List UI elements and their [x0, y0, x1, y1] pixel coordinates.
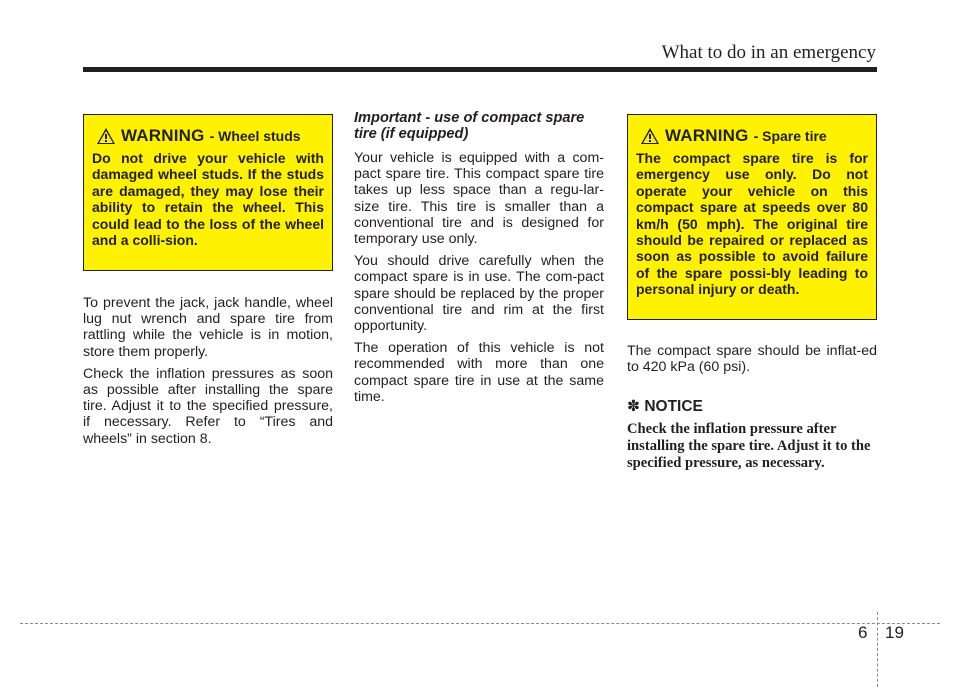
warning-box-spare-tire [627, 114, 877, 320]
warning-word: WARNING [121, 126, 205, 145]
warning-body: The compact spare tire is for emergency use only. Do not operate your vehicle on this compact spare at speeds over 80 km/h (50 mph). The original tire should be repaired or replaced as soon as possible to avoid failure of the spare possi-bly leading to personal injury or death. [636, 150, 868, 298]
warning-triangle-icon [96, 127, 116, 145]
paragraph: Check the inflation pressures as soon as possible after installing the spare tire. Adjust it to the specified pressure, if necessary. Refer to “Tires and wheels” in section 8. [83, 365, 333, 447]
paragraph: To prevent the jack, jack handle, wheel lug nut wrench and spare tire from rattling while the vehicle is in motion, store them properly. [83, 295, 333, 360]
page-number-separator [877, 612, 878, 687]
warning-triangle-icon [640, 127, 660, 145]
notice-label: NOTICE [644, 398, 703, 415]
page-number: 19 [885, 623, 904, 642]
warning-header [636, 126, 868, 146]
footer-rule [20, 623, 940, 624]
middle-body-text [354, 150, 604, 411]
warning-subtitle: - Spare tire [753, 128, 827, 144]
warning-header [92, 126, 324, 146]
notice-star-icon: ✽ [627, 398, 640, 415]
notice-body: Check the inflation pressure after installing the spare tire. Adjust it to the specified pressure, as necessary. [627, 421, 871, 471]
warning-word: WARNING [665, 126, 749, 145]
left-body-text [83, 295, 333, 453]
header-rule [83, 67, 877, 72]
warning-box-wheel-studs [83, 114, 333, 271]
warning-body: Do not drive your vehicle with damaged wheel studs. If the studs are damaged, they may lose their ability to retain the wheel. This could lead to the loss of the wheel and a colli-sion. [92, 150, 324, 249]
section-number: 6 [858, 623, 868, 642]
paragraph: Your vehicle is equipped with a com-pact spare tire. This compact spare tire takes up less space than a regu-lar-size tire. This tire is smaller than a conventional tire and is designed for temporary use only. [354, 150, 604, 248]
paragraph: The operation of this vehicle is not recommended with more than one compact spare tire in use at the same time. [354, 340, 604, 405]
notice-heading [627, 397, 877, 416]
paragraph: You should drive carefully when the compact spare is in use. The com-pact spare should be replaced by the proper conventional tire and rim at the first opportunity. [354, 253, 604, 335]
right-body-text [627, 343, 877, 381]
paragraph: The compact spare should be inflat-ed to 420 kPa (60 psi). [627, 343, 877, 376]
section-heading: Important - use of compact spare tire (if equipped) [354, 110, 585, 143]
warning-subtitle: - Wheel studs [209, 128, 301, 144]
header-title: What to do in an emergency [661, 42, 876, 63]
